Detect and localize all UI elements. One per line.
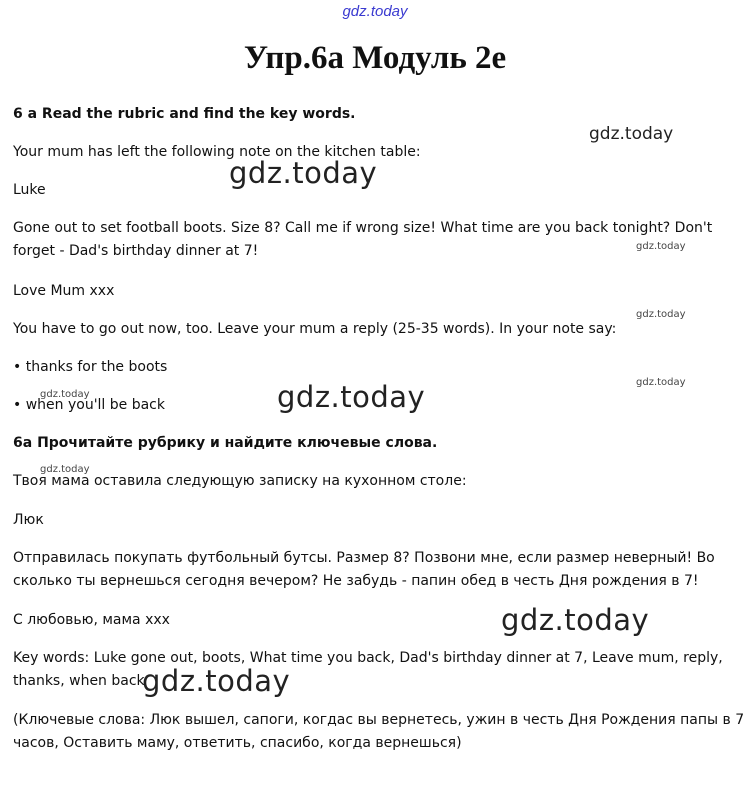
note-text-line-2: forget - Dad's birthday dinner at 7!	[13, 243, 259, 259]
task-text: You have to go out now, too. Leave your mum a reply (25-35 words). In your note say:	[13, 321, 617, 337]
watermark: gdz.today	[636, 377, 686, 388]
key-words-russian-line-2: часов, Оставить маму, ответить, спасибо, когда вернешься)	[13, 735, 462, 751]
note-intro-russian: Твоя мама оставила следующую записку на кухонном столе:	[13, 473, 467, 489]
note-intro: Your mum has left the following note on the kitchen table:	[13, 144, 421, 160]
note-addressee-russian: Люк	[13, 512, 44, 528]
key-words-line-1: Key words: Luke gone out, boots, What time you back, Dad's birthday dinner at 7, Leave mum, reply,	[13, 650, 723, 666]
watermark: gdz.today	[501, 603, 650, 637]
bullet-when-back: • when you'll be back	[13, 397, 165, 413]
note-signoff: Love Mum xxx	[13, 283, 115, 299]
note-text-russian-line-2: сколько ты вернешься сегодня вечером? Не забудь - папин обед в честь Дня рождения в 7!	[13, 573, 699, 589]
heading-english: 6 a Read the rubric and find the key words.	[13, 106, 356, 122]
note-signoff-russian: С любовью, мама ххх	[13, 612, 170, 628]
key-words-line-2: thanks, when back	[13, 673, 145, 689]
note-text-line-1: Gone out to set football boots. Size 8? Call me if wrong size! What time are you back tonight? Don't	[13, 220, 713, 236]
watermark: gdz.today	[40, 464, 90, 475]
page-title: Упр.6а Модуль 2е	[243, 40, 507, 76]
note-addressee: Luke	[13, 182, 46, 198]
key-words-russian-line-1: (Ключевые слова: Люк вышел, сапоги, когдас вы вернетесь, ужин в честь Дня Рождения папы в 7	[13, 712, 745, 728]
watermark: gdz.today	[636, 241, 686, 252]
watermark: gdz.today	[40, 389, 90, 400]
heading-russian: 6а Прочитайте рубрику и найдите ключевые слова.	[13, 435, 438, 451]
bullet-thanks: • thanks for the boots	[13, 359, 168, 375]
watermark: gdz.today	[277, 380, 426, 414]
site-logo[interactable]: gdz.today	[342, 3, 408, 20]
watermark: gdz.today	[142, 664, 291, 698]
watermark: gdz.today	[636, 309, 686, 320]
watermark: gdz.today	[229, 156, 378, 190]
watermark: gdz.today	[589, 124, 674, 144]
note-text-russian-line-1: Отправилась покупать футбольный бутсы. Размер 8? Позвони мне, если размер неверный! Во	[13, 550, 715, 566]
